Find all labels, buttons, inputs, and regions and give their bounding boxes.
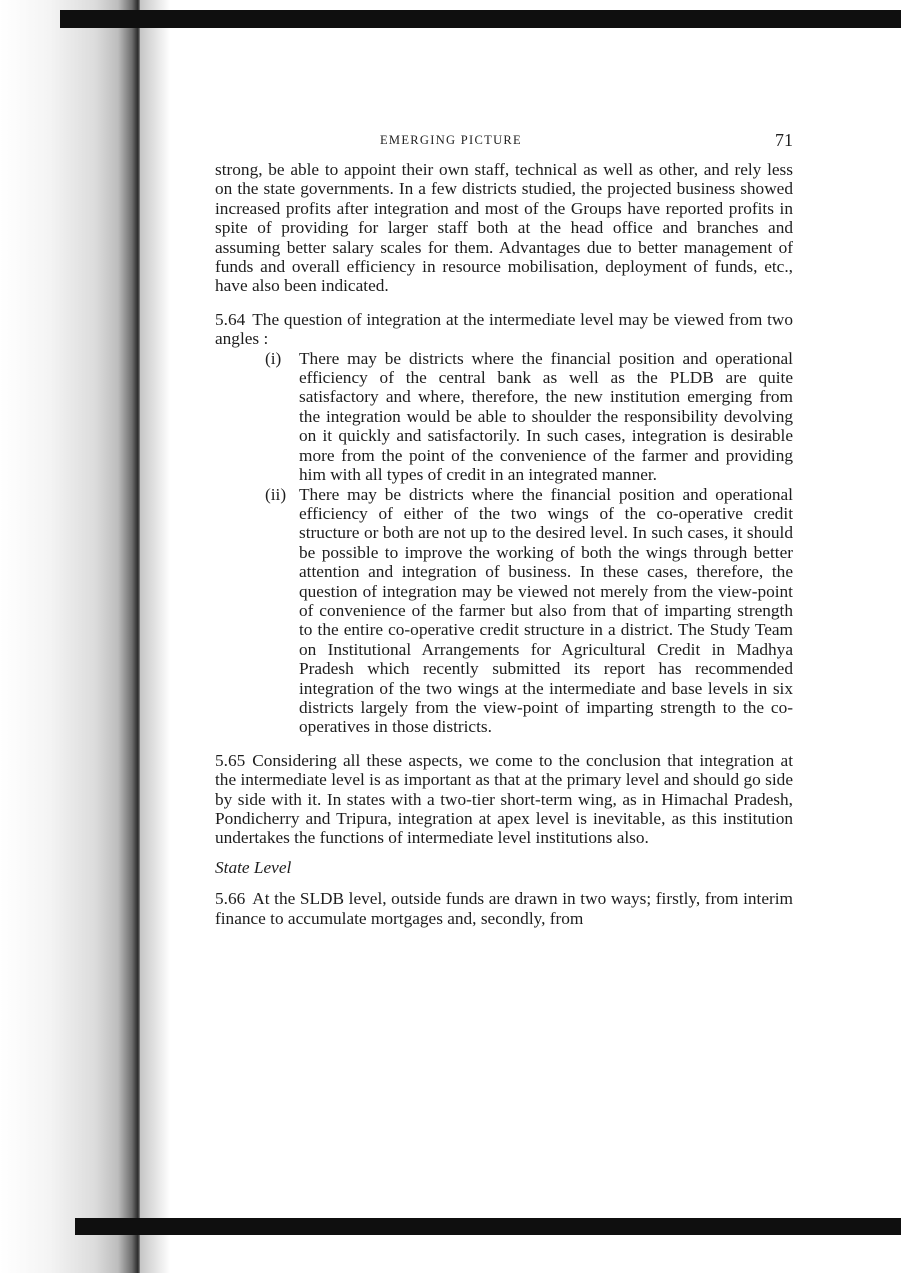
paragraph-number: 5.64 — [215, 309, 246, 329]
paragraph-number: 5.65 — [215, 750, 246, 770]
list-item-text: There may be districts where the financial position and operational efficiency of either of the two wings of the co-operative credit structure or both are not up to the desired level. In such cases, it should be possible to improve the working of both the wings through better attention and integration of business. In these cases, therefore, the question of integration may be viewed not merely from the view-point of convenience of the farmer but also from that of imparting strength to the entire co-operative credit structure in a district. The Study Team on Institutional Arrangements for Agricultural Credit in Madhya Pradesh which recently submitted its report has recommended integration of the two wings at the intermediate and base levels in six districts largely from the view-point of imparting strength to the co-operatives in those districts. — [299, 484, 793, 737]
paragraph-text: The question of integration at the intermediate level may be viewed from two angles : — [215, 309, 793, 349]
paragraph-continued: strong, be able to appoint their own staff, technical as well as other, and rely less on the state governments. In a few districts studied, the projected business showed increased profits after integration and most of the Groups have reported profits in spite of providing for larger staff both at the head office and branches and assuming better salary scales for them. Advantages due to better management of funds and overall efficiency in resource mobilisation, deployment of funds, etc., have also been indicated. — [215, 160, 793, 296]
book-page — [215, 128, 793, 928]
list-marker: (ii) — [265, 484, 287, 504]
paragraph-5-66 — [215, 889, 793, 928]
paragraph-text: Considering all these aspects, we come to the conclusion that integration at the intermediate level is as important as that at the primary level and should go side by side with it. In states with a two-tier short-term wing, as in Himachal Pradesh, Pondicherry and Tripura, integration at apex level is inevitable, as this institution undertakes the functions of intermediate level institutions also. — [215, 750, 793, 848]
paragraph-5-64 — [215, 310, 793, 349]
list-item — [215, 349, 793, 485]
list-marker: (i) — [265, 348, 282, 368]
scan-gutter-shadow — [0, 0, 140, 1273]
page-number: 71 — [775, 130, 793, 150]
section-heading: State Level — [215, 857, 292, 877]
paragraph-5-65 — [215, 751, 793, 848]
scan-bottom-border — [75, 1218, 901, 1235]
running-head — [215, 128, 793, 158]
list-item-text: There may be districts where the financial position and operational efficiency of the central bank as well as the PLDB are quite satisfactory and where, therefore, the new institution emerging from the integration would be able to shoulder the responsibility devolving on it quickly and satisfactorily. In such cases, integration is desirable more from the point of the convenience of the farmer and providing him with all types of credit in an integrated manner. — [299, 348, 793, 485]
paragraph-number: 5.66 — [215, 889, 246, 909]
angles-list — [215, 349, 793, 737]
scan-top-border — [60, 10, 901, 28]
running-title: EMERGING PICTURE — [380, 133, 522, 147]
scan-edge-fade — [140, 0, 170, 1273]
paragraph-text: At the SLDB level, outside funds are drawn in two ways; firstly, from interim finance to accumulate mortgages and, secondly, from — [215, 889, 793, 928]
list-item — [215, 485, 793, 737]
